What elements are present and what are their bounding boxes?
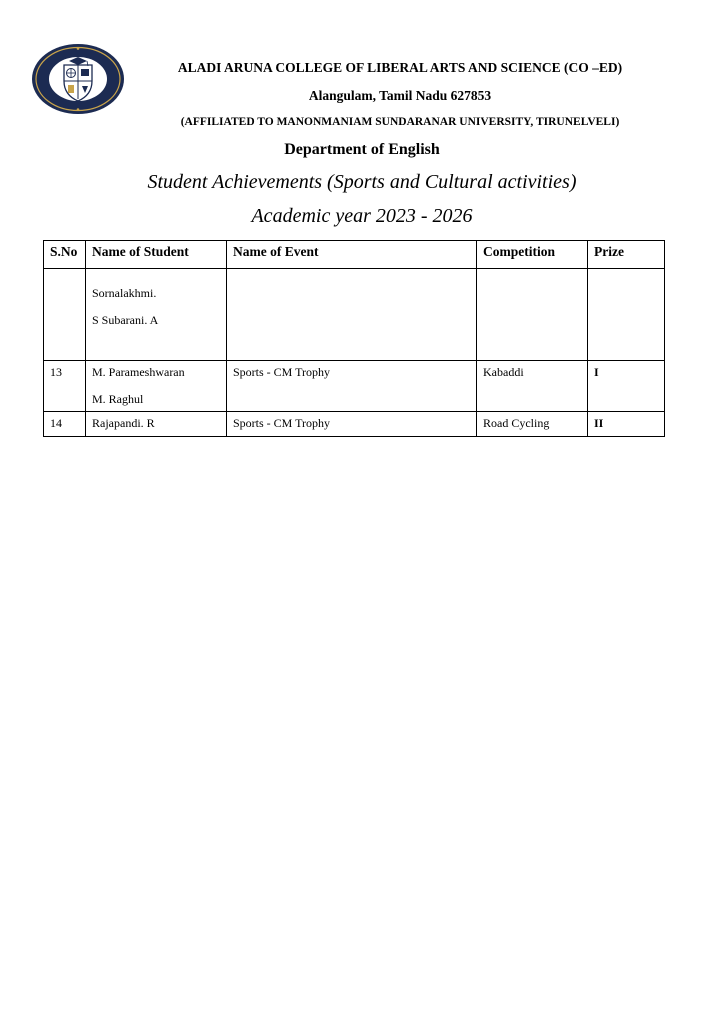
student-name: M. Raghul xyxy=(92,392,144,406)
college-logo xyxy=(31,43,125,115)
header-prize: Prize xyxy=(588,241,665,269)
cell-prize: I xyxy=(588,361,665,412)
header-sno: S.No xyxy=(44,241,86,269)
document-title: Student Achievements (Sports and Cultural activities) xyxy=(147,171,577,193)
student-name: S Subarani. A xyxy=(92,313,159,327)
cell-student-names xyxy=(86,361,227,412)
student-name: Sornalakhmi. xyxy=(92,286,157,300)
college-name: ALADI ARUNA COLLEGE OF LIBERAL ARTS AND SCIENCE (CO –ED) xyxy=(177,60,623,75)
cell-event: Sports - CM Trophy xyxy=(227,412,477,437)
cell-event xyxy=(227,269,477,361)
cell-sno: 14 xyxy=(44,412,86,437)
academic-year: Academic year 2023 - 2026 xyxy=(251,205,473,227)
affiliation-line: (AFFILIATED TO MANONMANIAM SUNDARANAR UNIVERSITY, TIRUNELVELI) xyxy=(180,116,620,128)
cell-prize xyxy=(588,269,665,361)
cell-event: Sports - CM Trophy xyxy=(227,361,477,412)
header-competition: Competition xyxy=(477,241,588,269)
header-student-name: Name of Student xyxy=(86,241,227,269)
cell-competition xyxy=(477,269,588,361)
cell-student-names xyxy=(86,412,227,437)
college-address: Alangulam, Tamil Nadu 627853 xyxy=(308,88,492,103)
table-row xyxy=(44,412,665,437)
college-crest-seal-icon xyxy=(31,43,125,115)
table-row xyxy=(44,361,665,412)
cell-sno: 13 xyxy=(44,361,86,412)
cell-competition: Kabaddi xyxy=(477,361,588,412)
department-title: Department of English xyxy=(284,141,440,158)
cell-student-names xyxy=(86,269,227,361)
cell-competition: Road Cycling xyxy=(477,412,588,437)
table-header-row xyxy=(44,241,665,269)
header-event-name: Name of Event xyxy=(227,241,477,269)
cell-prize: II xyxy=(588,412,665,437)
student-name: M. Parameshwaran xyxy=(92,365,185,379)
table-row xyxy=(44,269,665,361)
achievements-table xyxy=(43,240,665,437)
cell-sno xyxy=(44,269,86,361)
student-name: Rajapandi. R xyxy=(92,416,155,430)
